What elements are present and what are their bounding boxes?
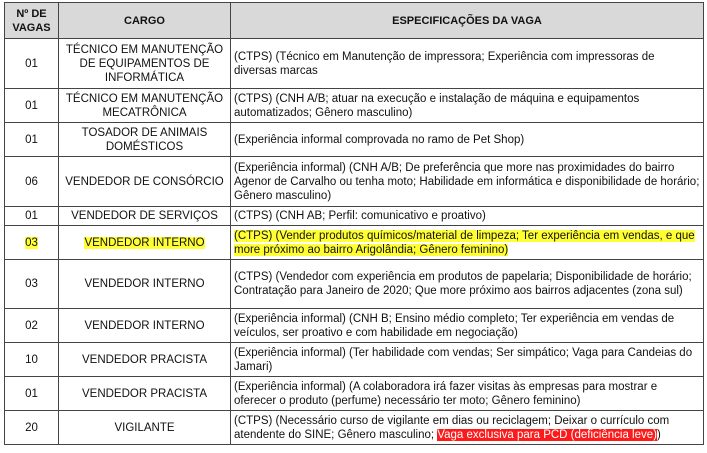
qty-cell: 01 [5, 89, 59, 123]
table-row [5, 157, 704, 207]
spec-cell: (Experiência informal) (CNH B; Ensino médio completo; Ter experiência em vendas de veículos, ser proativo e com habilidade em negociação) [231, 309, 704, 343]
qty-cell: 01 [5, 123, 59, 157]
role-cell: TOSADOR DE ANIMAIS DOMÉSTICOS [59, 123, 231, 157]
table-row [5, 377, 704, 411]
table-row [5, 89, 704, 123]
spec-cell: (CTPS) (Vendedor com experiência em produtos de papelaria; Disponibilidade de horário; Contratação para Janeiro de 2020; Que more próximo aos bairros adjacentes (zona sul) [231, 260, 704, 309]
role-cell: TÉCNICO EM MANUTENÇÃO MECATRÔNICA [59, 89, 231, 123]
spec-cell: (CTPS) (CNH AB; Perfil: comunicativo e proativo) [231, 207, 704, 226]
table-row [5, 207, 704, 226]
table-row [5, 309, 704, 343]
spec-cell [231, 411, 704, 445]
qty-cell: 20 [5, 411, 59, 445]
table-header-row [5, 3, 704, 39]
qty-cell [5, 226, 59, 260]
table-row [5, 39, 704, 89]
header-spec: ESPECIFICAÇÕES DA VAGA [231, 3, 704, 39]
qty-cell: 01 [5, 39, 59, 89]
spec-highlight: (CTPS) (Vender produtos químicos/material de limpeza; Ter experiência em vendas, e que more próximo ao bairro Arigolândia; Gênero feminino) [234, 229, 695, 256]
role-cell: VENDEDOR PRACISTA [59, 377, 231, 411]
qty-cell: 03 [5, 260, 59, 309]
role-cell: VENDEDOR DE SERVIÇOS [59, 207, 231, 226]
role-cell: VENDEDOR DE CONSÓRCIO [59, 157, 231, 207]
spec-cell: (Experiência informal) (A colaboradora irá fazer visitas às empresas para mostrar e oferecer o produto (perfume) necessário ter moto; Gênero feminino) [231, 377, 704, 411]
pcd-highlight: Vaga exclusiva para PCD (deficiência leve) [437, 428, 657, 441]
qty-highlight: 03 [25, 236, 38, 249]
spec-cell: (Experiência informal) (Ter habilidade com vendas; Ser simpático; Vaga para Candeias do Jamari) [231, 343, 704, 377]
spec-cell: (Experiência informal) (CNH A/B; De preferência que more nas proximidades do bairro Agenor de Carvalho ou tenha moto; Habilidade em informática e disponibilidade de horário; Gênero masculino) [231, 157, 704, 207]
spec-cell [231, 226, 704, 260]
spec-cell: (CTPS) (CNH A/B; atuar na execução e instalação de máquina e equipamentos automatizados; Gênero masculino) [231, 89, 704, 123]
qty-cell: 06 [5, 157, 59, 207]
role-cell: VENDEDOR PRACISTA [59, 343, 231, 377]
header-role: CARGO [59, 3, 231, 39]
table-row [5, 411, 704, 445]
qty-cell: 02 [5, 309, 59, 343]
role-cell: VENDEDOR INTERNO [59, 260, 231, 309]
table-row [5, 260, 704, 309]
table-row [5, 343, 704, 377]
spec-text: (CTPS) (Necessário curso de vigilante em dias ou reciclagem; Deixar o currículo com atendente do SINE; Gênero masculino; [234, 414, 670, 441]
role-cell: VIGILANTE [59, 411, 231, 445]
role-cell [59, 226, 231, 260]
spec-text-end: ) [656, 428, 661, 441]
qty-cell: 01 [5, 377, 59, 411]
job-openings-table [4, 2, 704, 445]
qty-cell: 01 [5, 207, 59, 226]
table-row [5, 123, 704, 157]
role-highlight: VENDEDOR INTERNO [84, 236, 205, 249]
spec-cell: (CTPS) (Técnico em Manutenção de impressora; Experiência com impressoras de diversas marcas [231, 39, 704, 89]
spec-cell: (Experiência informal comprovada no ramo de Pet Shop) [231, 123, 704, 157]
qty-cell: 10 [5, 343, 59, 377]
header-qty: Nº DE VAGAS [5, 3, 59, 39]
role-cell: VENDEDOR INTERNO [59, 309, 231, 343]
table-row-highlighted [5, 226, 704, 260]
role-cell: TÉCNICO EM MANUTENÇÃO DE EQUIPAMENTOS DE INFORMÁTICA [59, 39, 231, 89]
